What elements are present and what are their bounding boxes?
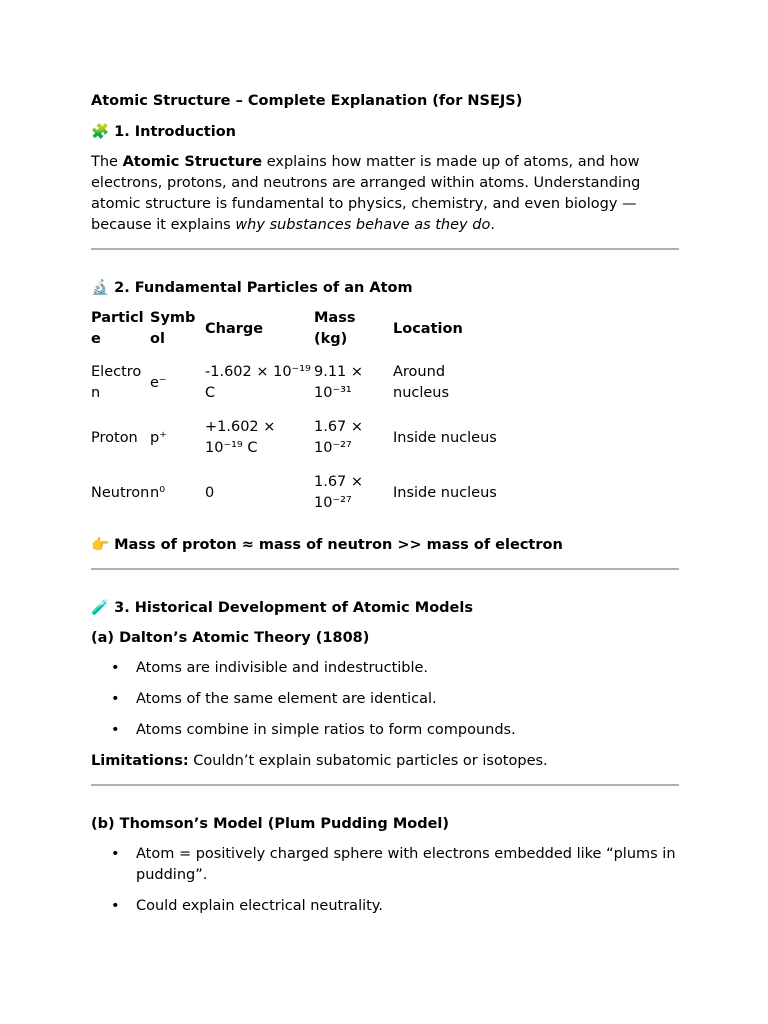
- intro-text-end: .: [490, 217, 495, 233]
- table-row-proton: [91, 417, 503, 472]
- particles-table: [91, 308, 503, 527]
- dalton-bullet-list: [91, 658, 679, 741]
- thomson-bullet-list: [91, 844, 679, 917]
- intro-text-bold: Atomic Structure: [122, 154, 263, 170]
- cell-symbol: n⁰: [150, 484, 166, 501]
- section-3-heading: 🧪 3. Historical Development of Atomic Models: [91, 600, 473, 616]
- cell-location: Inside nucleus: [393, 484, 497, 501]
- limitations-text: Couldn’t explain subatomic particles or isotopes.: [188, 753, 548, 769]
- document-title: Atomic Structure – Complete Explanation (for NSEJS): [91, 93, 523, 109]
- header-symbol: Symbol: [150, 310, 196, 347]
- list-item: [91, 844, 679, 886]
- divider: [91, 784, 679, 786]
- cell-location: Inside nucleus: [393, 429, 497, 446]
- intro-text-start: The: [91, 154, 123, 170]
- list-item-text: Atoms are indivisible and indestructible.: [136, 660, 429, 676]
- mass-note: 👉 Mass of proton ≈ mass of neutron >> mass of electron: [91, 537, 563, 553]
- table-row-electron: [91, 362, 503, 417]
- divider: [91, 248, 679, 250]
- cell-particle: Neutron: [91, 484, 150, 501]
- intro-text-mid: explains how matter is made up of atoms, and how electrons, protons, and neutrons are arranged within atoms. Understanding atomic structure is fundamental to physics, chemistry, and even biology — because it explains: [91, 154, 641, 233]
- divider: [91, 568, 679, 570]
- cell-location: Around nucleus: [393, 364, 450, 401]
- list-item: [91, 720, 679, 741]
- list-item: [91, 896, 679, 917]
- table-header-row: [91, 308, 503, 362]
- section-2-heading: 🔬 2. Fundamental Particles of an Atom: [91, 280, 413, 296]
- intro-text-italic: why substances behave as they do: [235, 217, 491, 233]
- table-row-neutron: [91, 472, 503, 527]
- document-content: [91, 91, 679, 927]
- bullet-icon: •: [111, 846, 120, 862]
- cell-mass: 1.67 × 10⁻²⁷: [314, 419, 364, 456]
- cell-charge: 0: [205, 484, 215, 501]
- cell-mass: 9.11 × 10⁻³¹: [314, 364, 364, 401]
- cell-charge: -1.602 × 10⁻¹⁹ C: [205, 364, 311, 401]
- cell-charge: +1.602 × 10⁻¹⁹ C: [205, 419, 276, 456]
- header-charge: Charge: [205, 320, 264, 337]
- list-item: [91, 658, 679, 679]
- dalton-limitations: [91, 751, 679, 772]
- cell-particle: Proton: [91, 429, 138, 446]
- thomson-heading: (b) Thomson’s Model (Plum Pudding Model): [91, 816, 450, 832]
- cell-symbol: p⁺: [150, 429, 167, 446]
- list-item-text: Atom = positively charged sphere with electrons embedded like “plums in pudding”.: [136, 846, 676, 883]
- cell-symbol: e⁻: [150, 374, 167, 391]
- section-1-heading: 🧩 1. Introduction: [91, 124, 236, 140]
- list-item-text: Atoms of the same element are identical.: [136, 691, 437, 707]
- intro-paragraph: [91, 152, 679, 236]
- cell-particle: Electron: [91, 364, 142, 401]
- dalton-heading: (a) Dalton’s Atomic Theory (1808): [91, 630, 370, 646]
- list-item-text: Atoms combine in simple ratios to form compounds.: [136, 722, 516, 738]
- list-item-text: Could explain electrical neutrality.: [136, 898, 383, 914]
- list-item: [91, 689, 679, 710]
- bullet-icon: •: [111, 898, 120, 914]
- cell-mass: 1.67 × 10⁻²⁷: [314, 474, 364, 511]
- header-mass: Mass (kg): [314, 310, 356, 347]
- header-particle: Particle: [91, 310, 144, 347]
- bullet-icon: •: [111, 722, 120, 738]
- limitations-label: Limitations:: [91, 753, 189, 769]
- bullet-icon: •: [111, 691, 120, 707]
- bullet-icon: •: [111, 660, 120, 676]
- header-location: Location: [393, 320, 463, 337]
